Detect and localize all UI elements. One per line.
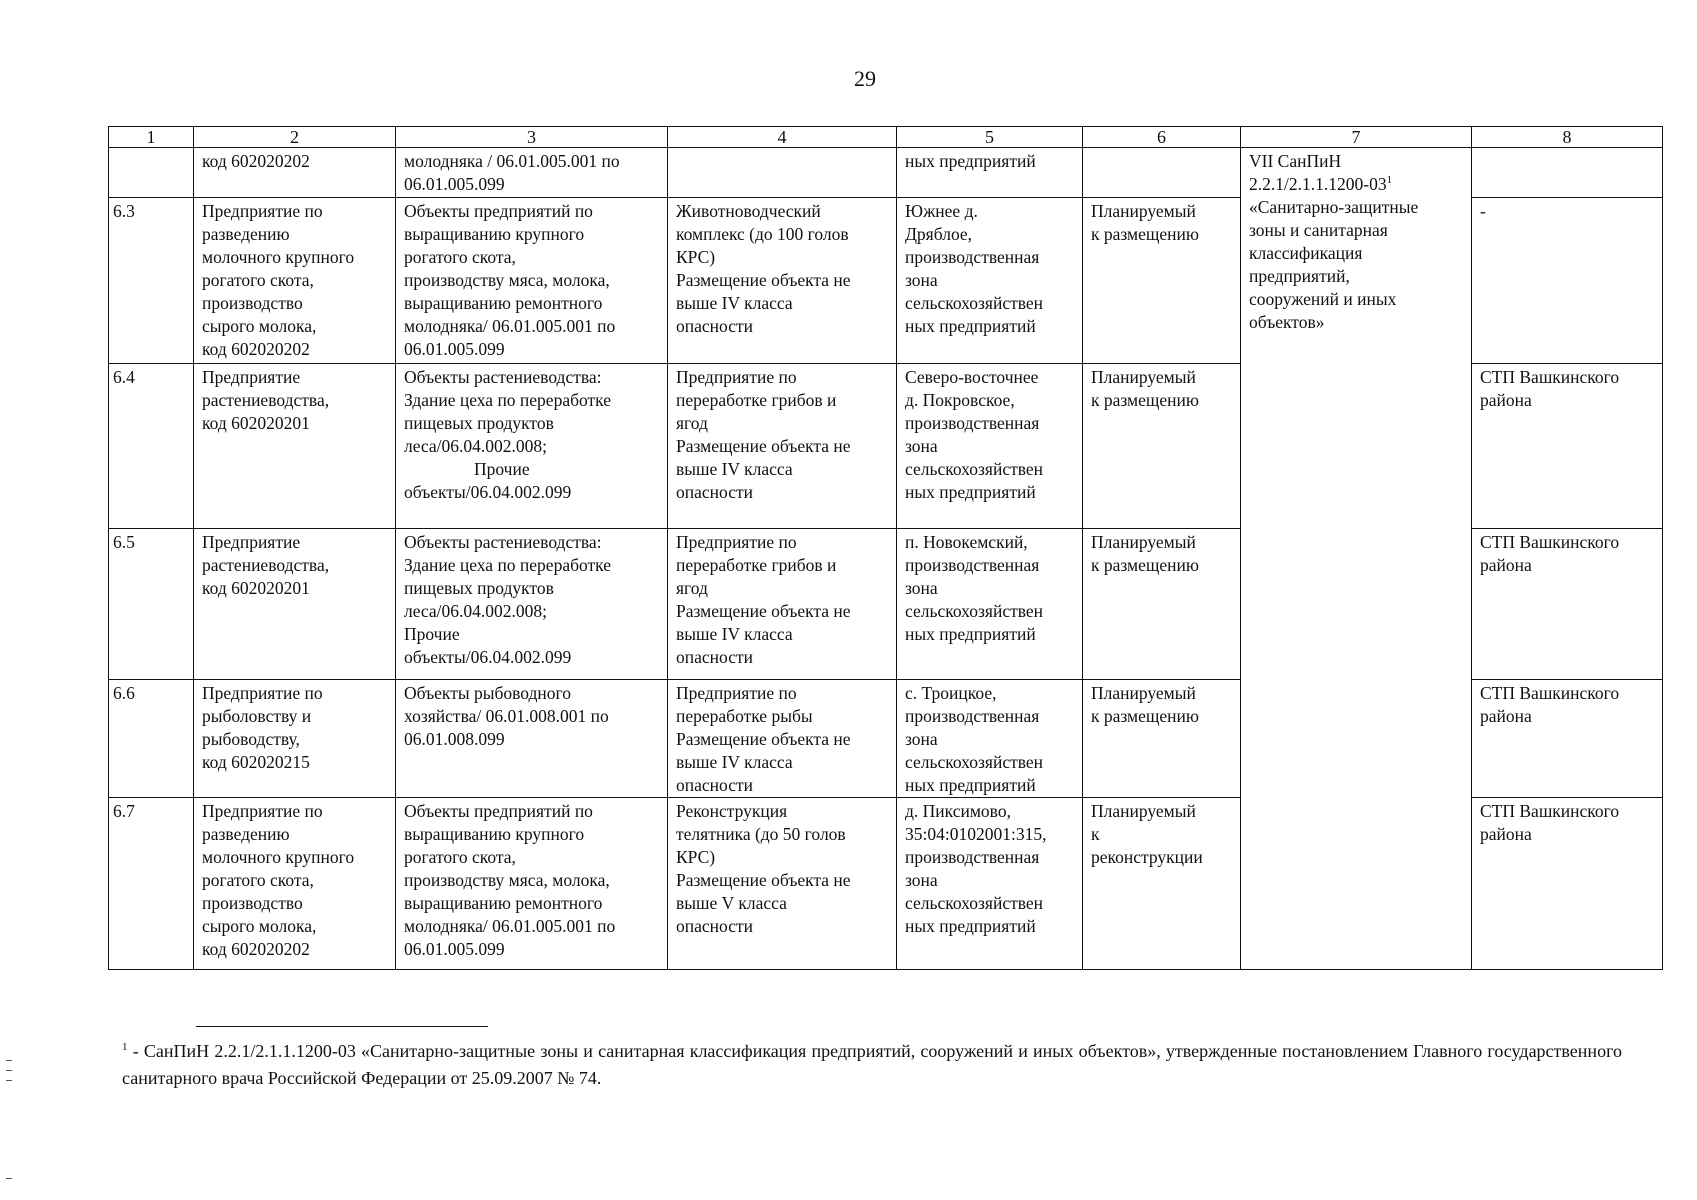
cell-number: [109, 148, 194, 198]
cell-name: Предприятие растениеводства, код 602020201: [194, 364, 396, 529]
column-header: 3: [396, 127, 668, 148]
cell-status: Планируемый к размещению: [1083, 198, 1241, 364]
column-header: 6: [1083, 127, 1241, 148]
page-number: 29: [854, 66, 876, 91]
cell-characteristics: Предприятие по переработке грибов и ягод Размещение объекта не выше IV класса опасности: [668, 529, 897, 680]
cell-location: Южнее д. Дряблое, производственная зона сельскохозяйствен ных предприятий: [897, 198, 1083, 364]
column-header: 1: [109, 127, 194, 148]
cell-source: -: [1472, 198, 1663, 364]
cell-number: 6.6: [109, 680, 194, 798]
footnote: [122, 1038, 1622, 1092]
cell-status: Планируемый к реконструкции: [1083, 798, 1241, 970]
header-row: [109, 127, 1663, 148]
cell-characteristics: Реконструкция телятника (до 50 голов КРС) Размещение объекта не выше V класса опасности: [668, 798, 897, 970]
cell-number: 6.4: [109, 364, 194, 529]
cell-purpose: Объекты предприятий по выращиванию крупного рогатого скота, производству мяса, молока, выращиванию ремонтного молодняка/ 06.01.005.001 по 06.01.005.099: [396, 798, 668, 970]
margin-mark: [6, 1060, 12, 1061]
cell-purpose: Объекты предприятий по выращиванию крупного рогатого скота, производству мяса, молока, выращиванию ремонтного молодняка/ 06.01.005.001 по 06.01.005.099: [396, 198, 668, 364]
footnote-divider: [196, 1026, 488, 1027]
column-header: 2: [194, 127, 396, 148]
cell-purpose: молодняка / 06.01.005.001 по 06.01.005.099: [396, 148, 668, 198]
cell-number: 6.5: [109, 529, 194, 680]
cell-name: Предприятие по разведению молочного крупного рогатого скота, производство сырого молока, код 602020202: [194, 198, 396, 364]
cell-characteristics: [668, 148, 897, 198]
cell-name: Предприятие по рыболовству и рыбоводству, код 602020215: [194, 680, 396, 798]
cell-status: Планируемый к размещению: [1083, 529, 1241, 680]
table-row: [109, 148, 1663, 198]
cell-name: Предприятие по разведению молочного крупного рогатого скота, производство сырого молока, код 602020202: [194, 798, 396, 970]
cell-number: 6.7: [109, 798, 194, 970]
cell-source: [1472, 148, 1663, 198]
cell-purpose: Объекты рыбоводного хозяйства/ 06.01.008.001 по 06.01.008.099: [396, 680, 668, 798]
cell-source: СТП Вашкинского района: [1472, 529, 1663, 680]
cell-characteristics: Предприятие по переработке рыбы Размещение объекта не выше IV класса опасности: [668, 680, 897, 798]
cell-source: СТП Вашкинского района: [1472, 680, 1663, 798]
cell-purpose: Объекты растениеводства: Здание цеха по переработке пищевых продуктов леса/06.04.002.008; Прочие объекты/06.04.002.099: [396, 529, 668, 680]
margin-mark: [6, 1070, 12, 1071]
cell-characteristics: Животноводческий комплекс (до 100 голов КРС) Размещение объекта не выше IV класса опасности: [668, 198, 897, 364]
column-header: 8: [1472, 127, 1663, 148]
column-header: 5: [897, 127, 1083, 148]
cell-characteristics: Предприятие по переработке грибов и ягод Размещение объекта не выше IV класса опасности: [668, 364, 897, 529]
cell-name: Предприятие растениеводства, код 602020201: [194, 529, 396, 680]
objects-table: [108, 126, 1663, 970]
cell-location: д. Пиксимово, 35:04:0102001:315, производственная зона сельскохозяйствен ных предприятий: [897, 798, 1083, 970]
cell-source: СТП Вашкинского района: [1472, 364, 1663, 529]
cell-status: [1083, 148, 1241, 198]
cell-location: Северо-восточнее д. Покровское, производственная зона сельскохозяйствен ных предприятий: [897, 364, 1083, 529]
footnote-marker: 1: [122, 1041, 128, 1053]
cell-location: п. Новокемский, производственная зона сельскохозяйствен ных предприятий: [897, 529, 1083, 680]
cell-number: 6.3: [109, 198, 194, 364]
footnote-text: - СанПиН 2.2.1/2.1.1.1200-03 «Санитарно-защитные зоны и санитарная классификация предприятий, сооружений и иных объектов», утвержденные постановлением Главного государственного санитарного врача Российской Федерации от 25.09.2007 № 74.: [122, 1041, 1622, 1088]
cell-source: СТП Вашкинского района: [1472, 798, 1663, 970]
cell-location: с. Троицкое, производственная зона сельскохозяйствен ных предприятий: [897, 680, 1083, 798]
cell-status: Планируемый к размещению: [1083, 364, 1241, 529]
margin-mark: [6, 1080, 12, 1081]
cell-purpose: Объекты растениеводства: Здание цеха по переработке пищевых продуктов леса/06.04.002.008; Прочие объекты/06.04.002.099: [396, 364, 668, 529]
margin-mark: [6, 1178, 12, 1179]
cell-location: ных предприятий: [897, 148, 1083, 198]
cell-sanitary-zone-note: VII СанПиН $2.2.1/2.1.1.1200-03^1$ «Санитарно-защитные зоны и санитарная классификация предприятий, сооружений и иных объектов»: [1241, 148, 1472, 970]
cell-status: Планируемый к размещению: [1083, 680, 1241, 798]
cell-name: код 602020202: [194, 148, 396, 198]
column-header: 4: [668, 127, 897, 148]
column-header: 7: [1241, 127, 1472, 148]
